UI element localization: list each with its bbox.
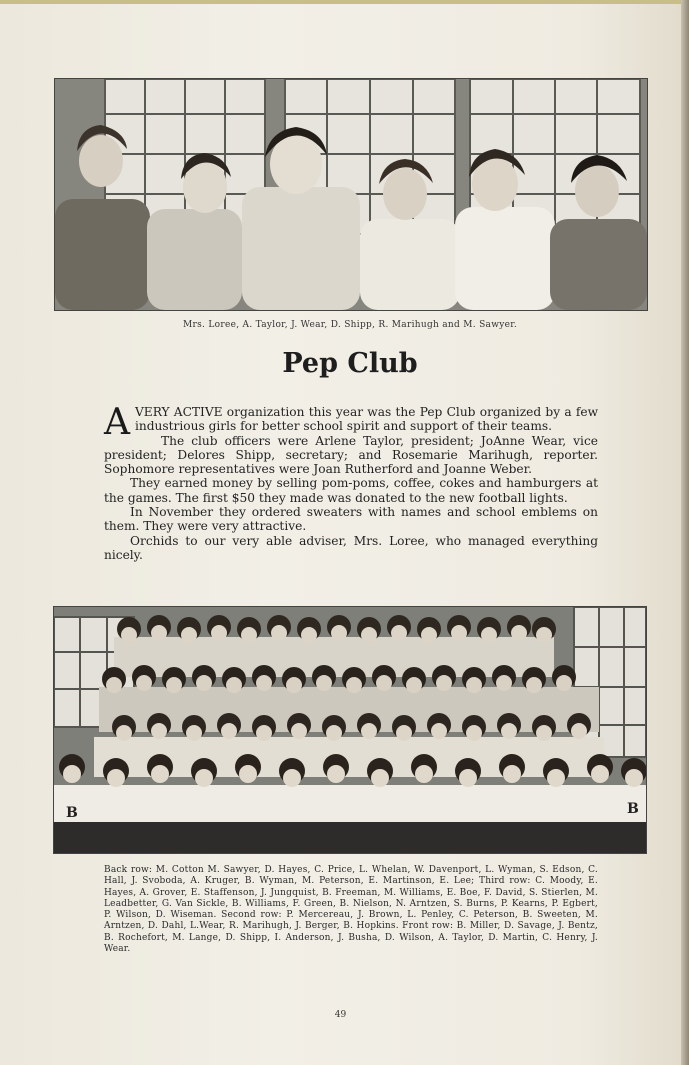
officers-photo xyxy=(54,78,648,311)
article-paragraph: They earned money by selling pom-poms, coffee, cokes and hamburgers at the games. The first $50 they made was donated to the new football lights. xyxy=(104,476,598,505)
club-group-photo xyxy=(53,606,647,854)
page-title: Pep Club xyxy=(282,348,418,379)
group-photo-caption: Back row: M. Cotton M. Sawyer, D. Hayes, C. Price, L. Whelan, W. Davenport, L. Wyman, S. Edson, C. Hall, J. Svoboda, A. Kruger, B. Wyman, M. Peterson, E. Martinson, E. Lee; Third row: C. Moody, E. Hayes, A. Grover, E. Staffenson, J. Jungquist, B. Freeman, M. Williams, E. Boe, F. David, S. Stierlen, M. Leadbetter, G. Van Sickle, B. Williams, F. Green, B. Nielson, N. Arntzen, S. Burns, P. Kearns, P. Egbert, P. Wilson, D. Wiseman. Second row: P. Mercereau, J. Brown, L. Penley, C. Peterson, B. Sweeten, M. Arntzen, D. Dahl, L.Wear, R. Marihugh, J. Berger, B. Hopkins. Front row: B. Miller, D. Savage, J. Bentz, B. Rochefort, M. Lange, D. Shipp, I. Anderson, J. Busha, D. Wilson, A. Taylor, D. Martin, C. Henry, J. Wear. xyxy=(104,865,598,955)
drop-cap: A xyxy=(104,402,130,443)
book-spine-edge xyxy=(681,0,689,1065)
article-body xyxy=(104,402,598,562)
article-paragraph: AVERY ACTIVE organization this year was the Pep Club organized by a few industrious girls for better school spirit and support of their teams. xyxy=(104,402,598,443)
article-paragraph: Orchids to our very able adviser, Mrs. Loree, who managed everything nicely. xyxy=(104,533,598,562)
officers-photo-caption: Mrs. Loree, A. Taylor, J. Wear, D. Shipp, R. Marihugh and M. Sawyer. xyxy=(182,320,518,330)
back-row xyxy=(114,615,556,677)
sweater-letter-left: B xyxy=(66,805,78,821)
sweater-letter-right: B xyxy=(627,801,639,817)
article-paragraph: In November they ordered sweaters with names and school emblems on them. They were very attractive. xyxy=(104,505,598,534)
page-number: 49 xyxy=(334,1010,347,1020)
third-row xyxy=(99,665,599,732)
article-paragraph: The club officers were Arlene Taylor, president; JoAnne Wear, vice president; Delores Shipp, secretary; and Rosemarie Marihugh, reporter. Sophomore representatives were Joan Rutherford and Joanne Weber. xyxy=(104,433,598,477)
page-top-edge xyxy=(0,0,689,4)
